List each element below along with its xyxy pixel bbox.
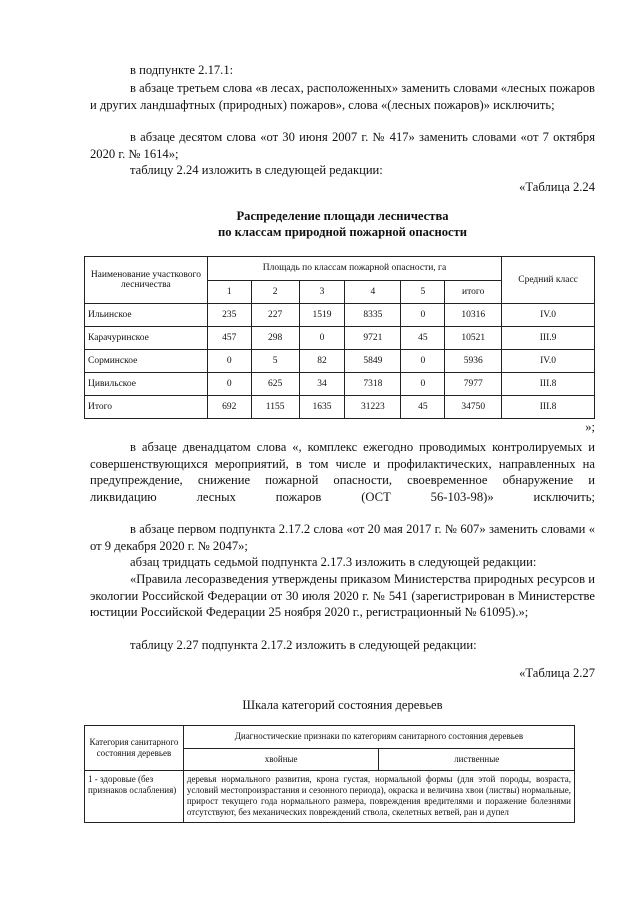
paragraph-subpoint-2-17-1: в подпункте 2.17.1: (130, 63, 234, 77)
table-2-27 (84, 725, 575, 823)
header-forestry-name: Наименование участкового лесничества (85, 257, 208, 304)
paragraph-table-2-27-intro: таблицу 2.27 подпункта 2.17.2 изложить в следующей редакции: (130, 638, 477, 652)
row-description: деревья нормального развития, крона густая, нормальной формы (для этой породы, возраста, условий местопроизрастания и сезонного периода), окраска и величина хвои (листвы) нормальные, прирост текущего года нормального размера, повреждения вредителями и поражение болезнями отсутствуют, без механических повреждений ствола, скелетных ветвей, ран и дупел (183, 771, 574, 823)
table-2-24-title-line1: Распределение площади лесничества (236, 209, 449, 223)
row-name: Ильинское (85, 304, 208, 327)
table-row (85, 350, 595, 373)
header-diagnostic-signs: Диагностические признаки по категориям санитарного состояния деревьев (183, 726, 574, 749)
table-2-24-title-line2: по классам природной пожарной опасности (217, 225, 468, 239)
header-conifer: хвойные (183, 748, 379, 771)
cell-value: 1155 (251, 396, 299, 419)
cell-value: 227 (251, 304, 299, 327)
cell-value: 0 (207, 350, 251, 373)
cell-value: 45 (401, 327, 445, 350)
cell-value: 1635 (299, 396, 345, 419)
table-row (85, 771, 575, 823)
row-name: Карачуринское (85, 327, 208, 350)
cell-value: 1519 (299, 304, 345, 327)
cell-avg: III.8 (502, 396, 595, 419)
paragraph-first-abzac-2-17-2: в абзаце первом подпункта 2.17.2 слова «от 20 мая 2017 г. № 607» заменить словами « от 9 декабря 2020 г. № 2047»; (90, 522, 595, 553)
cell-value: 0 (401, 373, 445, 396)
cell-value: 0 (401, 350, 445, 373)
paragraph-table-2-24-intro: таблицу 2.24 изложить в следующей редакции: (130, 163, 383, 177)
row-name: Итого (85, 396, 208, 419)
cell-value: 692 (207, 396, 251, 419)
cell-value: 10316 (445, 304, 502, 327)
cell-value: 5936 (445, 350, 502, 373)
cell-value: 34750 (445, 396, 502, 419)
paragraph-lesorazvedenie-rules: «Правила лесоразведения утверждены приказом Министерства природных ресурсов и экологии Российской Федерации от 30 июля 2020 г. № 541 (зарегистрирован в Министерстве юстиции Российской Федерации 25 ноября 2020 г., регистрационный № 61095).»; (90, 572, 595, 619)
cell-avg: III.9 (502, 327, 595, 350)
header-class-5: 5 (401, 280, 445, 304)
row-name: Сорминское (85, 350, 208, 373)
cell-value: 0 (207, 373, 251, 396)
table-row-total (85, 396, 595, 419)
cell-value: 82 (299, 350, 345, 373)
closing-quote: »; (585, 420, 595, 434)
cell-value: 7977 (445, 373, 502, 396)
paragraph-tenth-abzac: в абзаце десятом слова «от 30 июня 2007 г. № 417» заменить словами «от 7 октября 2020 г. № 1614»; (90, 130, 595, 161)
cell-value: 45 (401, 396, 445, 419)
cell-value: 625 (251, 373, 299, 396)
cell-value: 7318 (345, 373, 401, 396)
header-class-total: итого (445, 280, 502, 304)
table-2-27-label: «Таблица 2.27 (519, 666, 595, 680)
cell-value: 457 (207, 327, 251, 350)
header-class-4: 4 (345, 280, 401, 304)
cell-avg: III.8 (502, 373, 595, 396)
table-2-27-title: Шкала категорий состояния деревьев (242, 698, 443, 712)
cell-value: 0 (299, 327, 345, 350)
header-category: Категория санитарного состояния деревьев (85, 726, 184, 771)
header-class-2: 2 (251, 280, 299, 304)
cell-avg: IV.0 (502, 304, 595, 327)
paragraph-third-abzac: в абзаце третьем слова «в лесах, расположенных» заменить словами «лесных пожаров и других ландшафтных (природных) пожаров», слова «(лесных пожаров)» исключить; (90, 81, 595, 112)
cell-value: 8335 (345, 304, 401, 327)
paragraph-twelfth-abzac: в абзаце двенадцатом слова «, комплекс ежегодно проводимых контролируемых и совершенствующихся мероприятий, в том числе и профилактических, направленных на предупреждение, снижение пожарной опасности, своевременное обнаружение и ликвидацию лесных пожаров (ОСТ 56-103-98)» исключить; (90, 440, 595, 504)
table-row (85, 327, 595, 350)
row-name: Цивильское (85, 373, 208, 396)
cell-value: 235 (207, 304, 251, 327)
cell-value: 34 (299, 373, 345, 396)
table-2-24 (84, 256, 595, 419)
cell-value: 0 (401, 304, 445, 327)
cell-value: 298 (251, 327, 299, 350)
cell-value: 5 (251, 350, 299, 373)
paragraph-abzac-37: абзац тридцать седьмой подпункта 2.17.3 изложить в следующей редакции: (130, 555, 537, 569)
header-deciduous: лиственные (379, 748, 575, 771)
cell-value: 10521 (445, 327, 502, 350)
header-area-by-class: Площадь по классам пожарной опасности, га (207, 257, 501, 281)
header-average-class: Средний класс (502, 257, 595, 304)
table-row (85, 304, 595, 327)
cell-value: 5849 (345, 350, 401, 373)
table-2-24-label: «Таблица 2.24 (519, 180, 595, 194)
header-class-1: 1 (207, 280, 251, 304)
row-category: 1 - здоровые (без признаков ослабления) (85, 771, 184, 823)
cell-avg: IV.0 (502, 350, 595, 373)
cell-value: 31223 (345, 396, 401, 419)
table-row (85, 373, 595, 396)
cell-value: 9721 (345, 327, 401, 350)
header-class-3: 3 (299, 280, 345, 304)
